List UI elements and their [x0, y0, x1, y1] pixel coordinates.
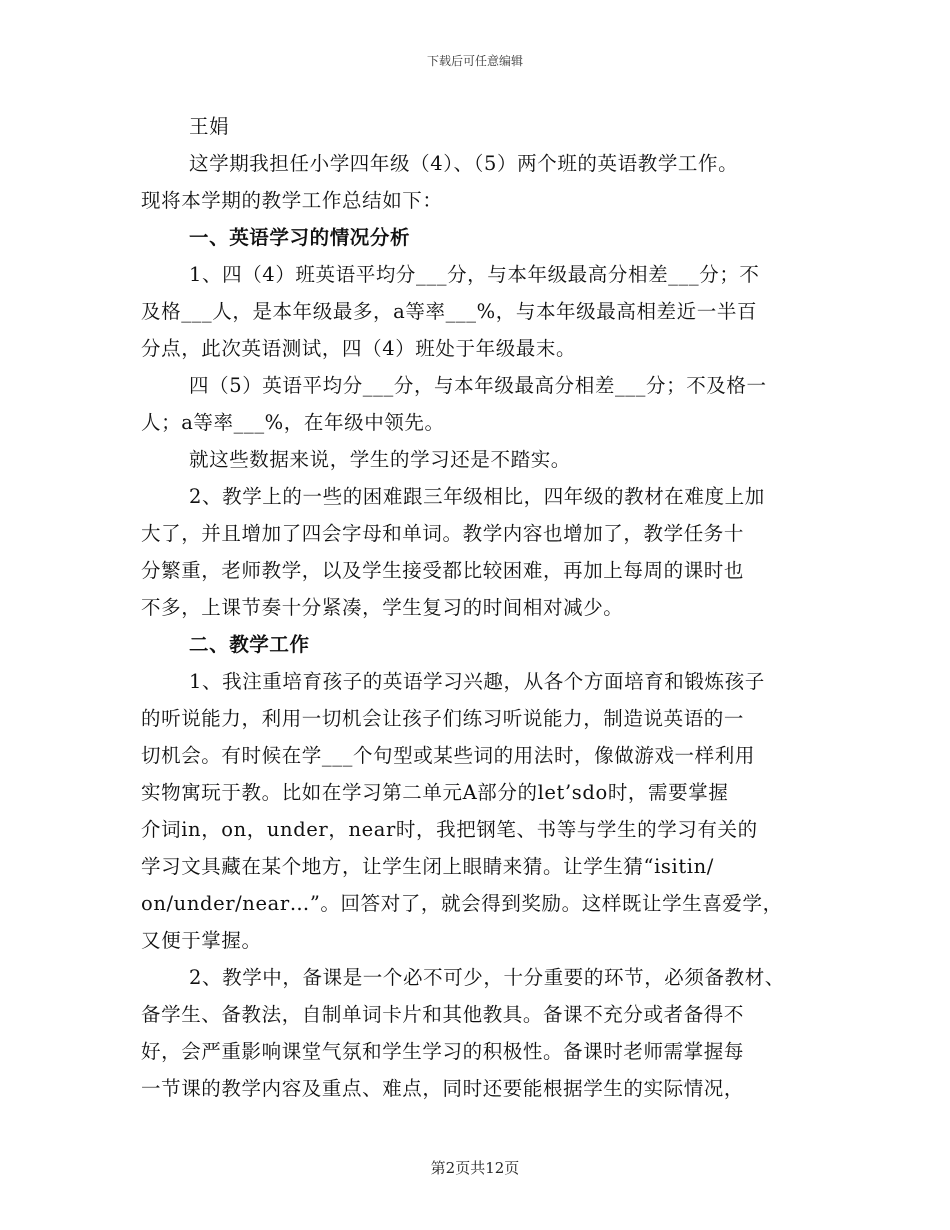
page-footer: 第2页共12页 [430, 1159, 520, 1177]
paragraph-line: 就这些数据来说，学生的学习还是不踏实。 [189, 448, 571, 471]
paragraph-line: 实物寓玩于教。比如在学习第二单元A部分的let’sdo时，需要掌握 [141, 781, 729, 804]
paragraph-line: 分点，此次英语测试，四（4）班处于年级最末。 [141, 337, 577, 360]
paragraph-line: 一节课的教学内容及重点、难点，同时还要能根据学生的实际情况， [141, 1077, 745, 1100]
paragraph-line: 又便于掌握。 [141, 929, 262, 952]
paragraph-line: 及格___人，是本年级最多，a等率___%，与本年级最高相差近一半百 [141, 300, 758, 323]
page-header: 下载后可任意编辑 [426, 54, 523, 68]
section-heading: 一、英语学习的情况分析 [189, 226, 411, 249]
paragraph-line: 的听说能力，利用一切机会让孩子们练习听说能力，制造说英语的一 [141, 707, 745, 730]
paragraph-line: 切机会。有时候在学___个句型或某些词的用法时，像做游戏一样利用 [141, 744, 755, 767]
paragraph-line: on/under/near…”。回答对了，就会得到奖励。这样既让学生喜爱学， [141, 892, 783, 915]
paragraph-line: 2、教学中，备课是一个必不可少，十分重要的环节，必须备教材、 [189, 966, 785, 989]
paragraph-line: 四（5）英语平均分___分，与本年级最高分相差___分；不及格一 [189, 374, 767, 397]
paragraph-line: 不多，上课节奏十分紧凑，学生复习的时间相对减少。 [141, 596, 624, 619]
paragraph-line: 介词in，on，under，near时，我把钢笔、书等与学生的学习有关的 [141, 818, 758, 841]
paragraph-line: 2、教学上的一些的困难跟三年级相比，四年级的教材在难度上加 [189, 485, 765, 508]
section-heading: 二、教学工作 [189, 633, 310, 656]
paragraph-line: 现将本学期的教学工作总结如下： [141, 189, 443, 212]
paragraph-line: 1、四（4）班英语平均分___分，与本年级最高分相差___分；不 [189, 263, 760, 286]
paragraph-line: 这学期我担任小学四年级（4）、（5）两个班的英语教学工作。 [189, 152, 739, 175]
paragraph-line: 备学生、备教法，自制单词卡片和其他教具。备课不充分或者备得不 [141, 1003, 745, 1026]
author-name: 王娟 [189, 115, 230, 138]
paragraph-line: 人；a等率___%，在年级中领先。 [141, 411, 445, 434]
paragraph-line: 1、我注重培育孩子的英语学习兴趣，从各个方面培育和锻炼孩子 [189, 670, 765, 693]
paragraph-line: 大了，并且增加了四会字母和单词。教学内容也增加了，教学任务十 [141, 522, 745, 545]
paragraph-line: 好，会严重影响课堂气氛和学生学习的积极性。备课时老师需掌握每 [141, 1040, 745, 1063]
paragraph-line: 分繁重，老师教学，以及学生接受都比较困难，再加上每周的课时也 [141, 559, 745, 582]
paragraph-line: 学习文具藏在某个地方，让学生闭上眼睛来猜。让学生猜“isitin/ [141, 855, 714, 878]
